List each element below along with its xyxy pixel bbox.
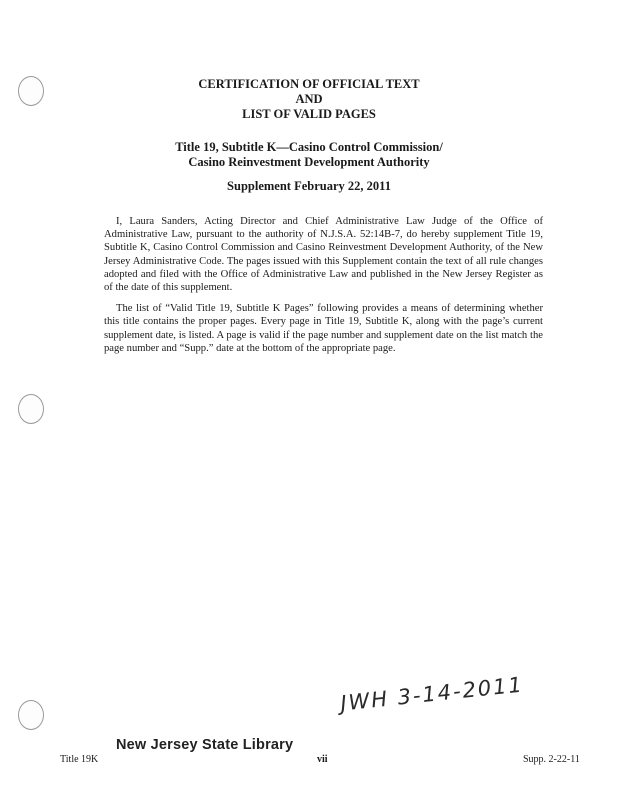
footer-title: Title 19K bbox=[60, 754, 99, 765]
punch-hole bbox=[18, 700, 44, 730]
certification-body bbox=[104, 215, 543, 363]
certification-line-3: LIST OF VALID PAGES bbox=[242, 107, 376, 121]
footer-page-number: vii bbox=[317, 754, 328, 765]
footer-supplement-date: Supp. 2-22-11 bbox=[523, 754, 580, 765]
certification-line-2: AND bbox=[295, 92, 323, 106]
punch-hole bbox=[18, 394, 44, 424]
supplement-heading: Supplement February 22, 2011 bbox=[227, 179, 391, 193]
library-stamp: New Jersey State Library bbox=[116, 737, 294, 753]
title-heading bbox=[0, 140, 618, 170]
certification-line-1: CERTIFICATION OF OFFICIAL TEXT bbox=[198, 77, 420, 91]
handwritten-initials-date: JWH 3-14-2011 bbox=[339, 672, 525, 716]
title-line-2: Casino Reinvestment Development Authority bbox=[188, 155, 430, 169]
paragraph-authority: I, Laura Sanders, Acting Director and Chief Administrative Law Judge of the Office of Administrative Law, pursuant to the authority of N.J.S.A. 52:14B-7, do hereby supplement Title 19, Subtitle K, Casino Control Commission and Casino Reinvestment Development Authority, of the New Jersey Administrative Code. The pages issued with this Supplement contain the text of all rule changes adopted and filed with the Office of Administrative Law and published in the New Jersey Register as of the date of this supplement. bbox=[104, 216, 543, 294]
title-line-1: Title 19, Subtitle K—Casino Control Commission/ bbox=[175, 140, 443, 154]
certification-heading bbox=[0, 77, 618, 122]
paragraph-valid-pages: The list of “Valid Title 19, Subtitle K Pages” following provides a means of determining whether this title contains the proper pages. Every page in Title 19, Subtitle K, along with the page’s current supplement date, is listed. A page is valid if the page number and supplement date on the list match the page number and “Supp.” date at the bottom of the appropriate page. bbox=[104, 303, 543, 354]
